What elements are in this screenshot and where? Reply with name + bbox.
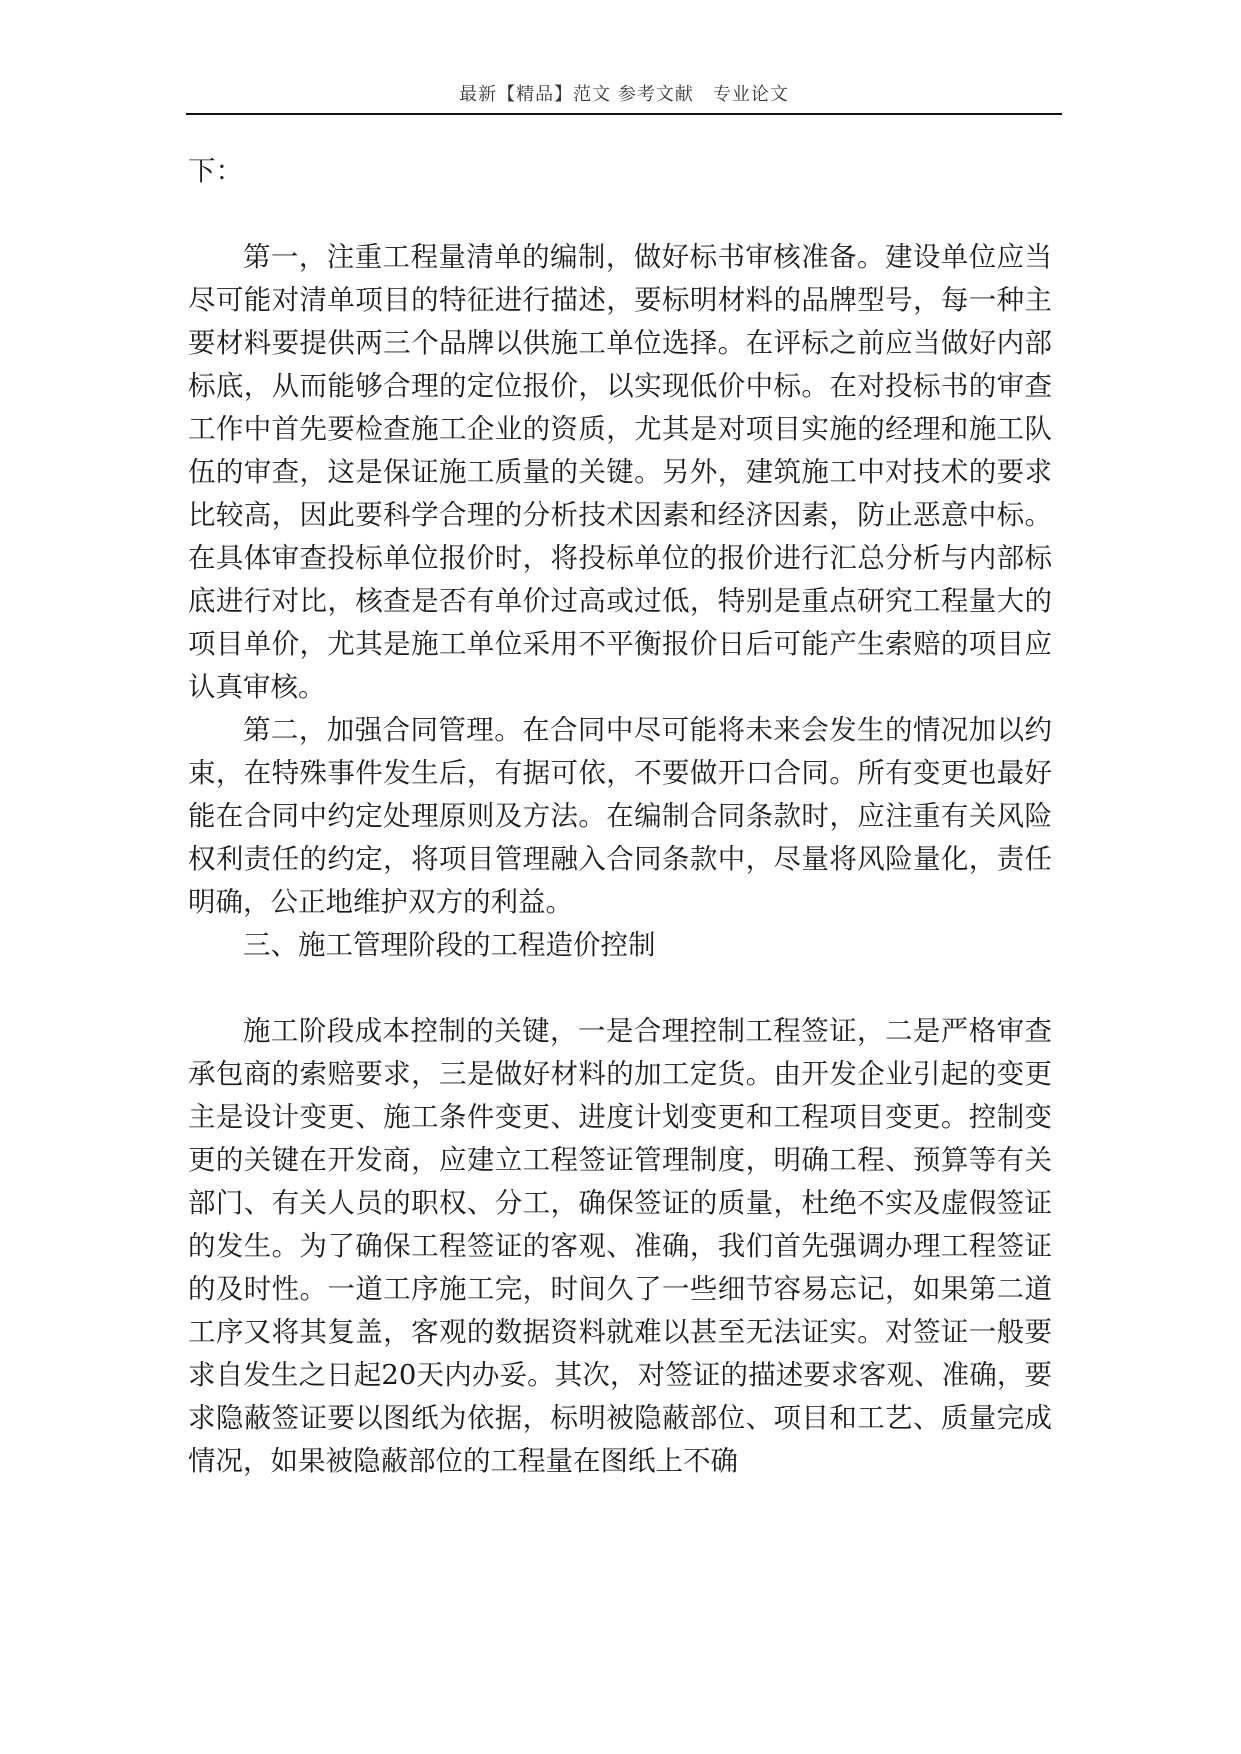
paragraph-second-point: 第二，加强合同管理。在合同中尽可能将未来会发生的情况加以约束，在特殊事件发生后，有据可依，不要做开口合同。所有变更也最好能在合同中约定处理原则及方法。在编制合同条款时，应注重有关风险权利责任的约定，将项目管理融入合同条款中，尽量将风险量化，责任明确，公正地维护双方的利益。 bbox=[188, 714, 1052, 918]
document-body bbox=[188, 150, 1052, 1483]
paragraph-gap bbox=[188, 193, 1052, 236]
paragraph-gap bbox=[188, 967, 1052, 1010]
section-heading: 三、施工管理阶段的工程造价控制 bbox=[243, 929, 656, 961]
paragraph-first-point: 第一，注重工程量清单的编制，做好标书审核准备。建设单位应当尽可能对清单项目的特征进行描述，要标明材料的品牌型号，每一种主要材料要提供两三个品牌以供施工单位选择。在评标之前应当做好内部标底，从而能够合理的定位报价，以实现低价中标。在对投标书的审查工作中首先要检查施工企业的资质，尤其是对项目实施的经理和施工队伍的审查，这是保证施工质量的关键。另外，建筑施工中对技术的要求比较高，因此要科学合理的分析技术因素和经济因素，防止恶意中标。在具体审查投标单位报价时，将投标单位的报价进行汇总分析与内部标底进行对比，核查是否有单价过高或过低，特别是重点研究工程量大的项目单价，尤其是施工单位采用不平衡报价日后可能产生索赔的项目应认真审核。 bbox=[188, 241, 1052, 703]
header-rule bbox=[186, 113, 1062, 115]
paragraph-continuation: 下： bbox=[188, 155, 243, 187]
paragraph-construction-stage: 施工阶段成本控制的关键，一是合理控制工程签证，二是严格审查承包商的索赔要求，三是做好材料的加工定货。由开发企业引起的变更主是设计变更、施工条件变更、进度计划变更和工程项目变更。控制变更的关键在开发商，应建立工程签证管理制度，明确工程、预算等有关部门、有关人员的职权、分工，确保签证的质量，杜绝不实及虚假签证的发生。为了确保工程签证的客观、准确，我们首先强调办理工程签证的及时性。一道工序施工完，时间久了一些细节容易忘记，如果第二道工序又将其复盖，客观的数据资料就难以甚至无法证实。对签证一般要求自发生之日起20天内办妥。其次，对签证的描述要求客观、准确，要求隐蔽签证要以图纸为依据，标明被隐蔽部位、项目和工艺、质量完成情况，如果被隐蔽部位的工程量在图纸上不确 bbox=[188, 1015, 1052, 1477]
page-header: 最新【精品】范文 参考文献 专业论文 bbox=[459, 84, 789, 105]
